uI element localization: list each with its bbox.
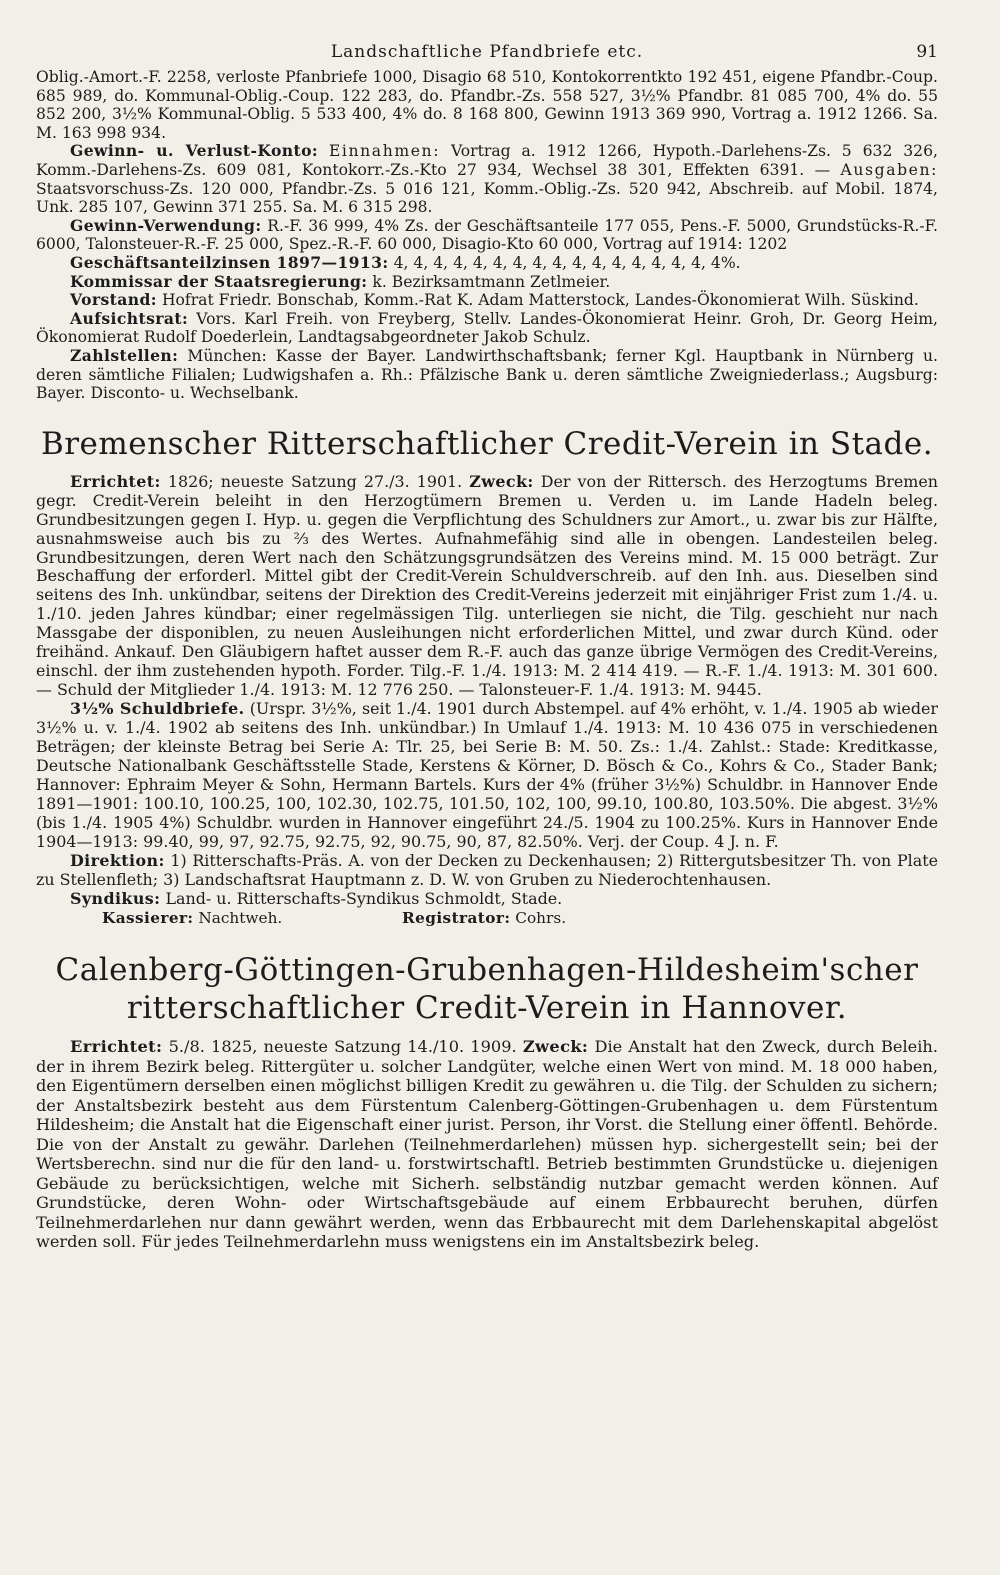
aufsichtsrat-paragraph [36, 310, 938, 347]
zinsen-label: Geschäftsanteilzinsen 1897—1913: [70, 252, 389, 272]
bremen-zweck-text: Der von der Rittersch. des Herzogtums Bremen gegr. Credit-Verein beleiht in den Herzogtümern Bremen u. Verden u. im Lande Hadeln beleg. Grundbesitzungen gegen I. Hyp. u. gegen die Verpflichtung des Schuldners zur Amort., u. zwar bis zur Hälfte, ausnahmsweise auch bis zu ⅔ des Wertes. Aufnahmefähig sind alle in obengen. Landesteilen beleg. Grundbesitzungen, deren Wert nach den Schätzungsgrundsätzen des Vereins mind. M. 15 000 beträgt. Zur Beschaffung der erforderl. Mittel gibt der Credit-Verein Schuldverschreib. auf den Inh. aus. Dieselben sind seitens des Inh. unkündbar, seitens der Direktion des Credit-Vereins jederzeit mit einjähriger Frist zum 1./4. u. 1./10. jeden Jahres kündbar; einer regelmässigen Tilg. unterliegen sie nicht, die Tilg. geschieht nur nach Massgabe der disponiblen, zu neuen Ausleihungen nicht erforderlichen Mittel, und zwar durch Künd. oder freihänd. Ankauf. Den Gläubigern haftet ausser dem R.-F. auch das ganze übrige Vermögen des Credit-Vereins, einschl. der ihm zustehenden hypoth. Forder. Tilg.-F. 1./4. 1913: M. 2 414 419. — R.-F. 1./4. 1913: M. 301 600. — Schuld der Mitglieder 1./4. 1913: M. 12 776 250. — Talonsteuer-F. 1./4. 1913: M. 9445. [36, 471, 938, 700]
registrator-label: Registrator: [402, 908, 511, 927]
verwendung-text: R.-F. 36 999, 4% Zs. der Geschäftsanteile 177 055, Pens.-F. 5000, Grundstücks-R.-F. 6000, Talonsteuer-R.-F. 25 000, Spez.-R.-F. 60 000, Disagio-Kto 60 000, Vortrag auf 1914: 1202 [36, 216, 938, 254]
calenberg-heading: Calenberg-Göttingen-Grubenhagen-Hildesheim'scher ritterschaftlicher Credit-Verein in Hannover. [55, 952, 919, 1027]
gewinn-label: Gewinn- u. Verlust-Konto: [70, 141, 319, 161]
calenberg-zweck-text: Die Anstalt hat den Zweck, durch Beleih. der in ihrem Bezirk beleg. Rittergüter u. solcher Landgüter, welche einen Wert von mind. M. 18 000 haben, den Eigentümern derselben einen möglichst billigen Kredit zu gewähren u. die Tilg. der Schulden zu sichern; der Anstaltsbezirk besteht aus dem Fürstentum Calenberg-Göttingen-Grubenhagen u. dem Fürstentum Hildesheim; die Anstalt hat die Eigenschaft einer jurist. Person, ihr Vorst. die Stellung einer öffentl. Behörde. Die von der Anstalt zu gewähr. Darlehen (Teilnehmerdarlehen) müssen hyp. sichergestellt sein; bei der Wertsberechn. sind nur die für den land- u. forstwirtschaftl. Betrieb bestimmten Grundstücke u. diejenigen Gebäude zu berücksichtigen, welche mit Sicherh. selbständig nutzbar gemacht werden können. Auf Grundstücke, deren Wohn- oder Wirtschaftsgebäude auf einem Erbbaurecht beruhen, dürfen Teilnehmerdarlehen nur dann gewährt werden, wenn das Erbbaurecht mit dem Darlehenskapital abgelöst werden soll. Für jedes Teilnehmerdarlehn muss wenigstens ein im Anstaltsbezirk beleg. [36, 1037, 938, 1252]
bremen-zweck-label: Zweck: [469, 471, 534, 491]
kommissar-paragraph [36, 273, 938, 292]
zahlstellen-label: Zahlstellen: [70, 345, 179, 365]
vorstand-text: Hofrat Friedr. Bonschab, Komm.-Rat K. Adam Matterstock, Landes-Ökonomierat Wilh. Süskind. [161, 291, 919, 310]
calenberg-errichtet-label: Errichtet: [70, 1037, 163, 1057]
direktion-paragraph [36, 852, 938, 890]
calenberg-zweck-paragraph [36, 1037, 938, 1252]
verwendung-label: Gewinn-Verwendung: [70, 215, 262, 235]
vorstand-label: Vorstand: [70, 290, 157, 310]
zinsen-paragraph [36, 254, 938, 273]
einnahmen-label: Einnahmen: [328, 142, 441, 161]
registrator-text: Cohrs. [515, 908, 567, 927]
kassierer-text: Nachtweh. [198, 908, 283, 927]
kassierer-cell [36, 909, 402, 928]
continuation-section [36, 68, 938, 403]
schuldbriefe-label: 3½% Schuldbriefe. [70, 699, 245, 719]
kommissar-label: Kommissar der Staatsregierung: [70, 271, 368, 291]
bremen-heading: Bremenscher Ritterschaftlicher Credit-Verein in Stade. [40, 425, 934, 462]
einnahmen-text: Vortrag a. 1912 1266, Hypoth.-Darlehens-Zs. 5 632 326, Komm.-Darlehens-Zs. 609 081, Kontokorr.-Zs.-Kto 27 934, Wechsel 38 301, Effekten 6391. — [36, 142, 938, 179]
verwendung-paragraph [36, 217, 938, 254]
aufsichtsrat-text: Vors. Karl Freih. von Freyberg, Stellv. Landes-Ökonomierat Heinr. Groh, Dr. Georg Heim, Ökonomierat Rudolf Doederlein, Landtagsabgeordneter Jakob Schulz. [36, 309, 938, 347]
kassierer-label: Kassierer: [102, 908, 194, 927]
bremen-errichtet-text: 1826; neueste Satzung 27./3. 1901. [167, 471, 463, 491]
bremen-zweck-paragraph [36, 473, 938, 700]
ausgaben-label: Ausgaben: [840, 160, 938, 179]
calenberg-section [36, 1037, 938, 1252]
kommissar-text: k. Bezirksamtmann Zetlmeier. [372, 272, 611, 291]
direktion-label: Direktion: [70, 850, 165, 870]
zahlstellen-paragraph [36, 347, 938, 403]
running-title: Landschaftliche Pfandbriefe etc. [330, 42, 644, 62]
bremen-errichtet-label: Errichtet: [70, 471, 161, 491]
schuldbriefe-paragraph [36, 700, 938, 852]
running-head [36, 36, 938, 68]
calenberg-errichtet-text: 5./8. 1825, neueste Satzung 14./10. 1909. [168, 1037, 517, 1057]
syndikus-paragraph [36, 890, 938, 909]
zahlstellen-text: München: Kasse der Bayer. Landwirthschaftsbank; ferner Kgl. Hauptbank in Nürnberg u. deren sämtliche Filialen; Ludwigshafen a. Rh.: Pfälzische Bank u. deren sämtliche Zweigniederlass.; Augsburg: Bayer. Disconto- u. Wechselbank. [36, 346, 938, 403]
calenberg-zweck-label: Zweck: [522, 1037, 589, 1057]
syndikus-label: Syndikus: [70, 888, 161, 908]
bremen-section [36, 473, 938, 928]
gewinn-paragraph [36, 142, 938, 216]
aufsichtsrat-label: Aufsichtsrat: [70, 308, 189, 328]
syndikus-text: Land- u. Ritterschafts-Syndikus Schmoldt, Stade. [165, 888, 563, 908]
oblig-paragraph [36, 68, 938, 142]
oblig-text: Oblig.-Amort.-F. 2258, verloste Pfanbriefe 1000, Disagio 68 510, Kontokorrentkto 192 451, eigene Pfandbr.-Coup. 685 989, do. Kommunal-Oblig.-Coup. 122 283, do. Pfandbr.-Zs. 558 527, 3½% Pfandbr. 81 085 700, 4% do. 55 852 200, 3½% Kommunal-Oblig. 5 533 400, 4% do. 8 168 800, Gewinn 1913 369 990, Vortrag a. 1912 1266. Sa. M. 163 998 934. [36, 68, 938, 142]
vorstand-paragraph [36, 291, 938, 310]
page-number: 91 [916, 42, 938, 62]
kassierer-registrator-line [36, 909, 938, 928]
ausgaben-text: Staatsvorschuss-Zs. 120 000, Pfandbr.-Zs. 5 016 121, Komm.-Oblig.-Zs. 520 942, Abschreib. auf Mobil. 1874, Unk. 285 107, Gewinn 371 255. Sa. M. 6 315 298. [36, 179, 938, 217]
zinsen-text: 4, 4, 4, 4, 4, 4, 4, 4, 4, 4, 4, 4, 4, 4, 4, 4, 4%. [393, 253, 741, 272]
direktion-text: 1) Ritterschafts-Präs. A. von der Decken zu Deckenhausen; 2) Rittergutsbesitzer Th. von Plate zu Stellenfleth; 3) Landschaftsrat Hauptmann z. D. W. von Gruben zu Niederochtenhausen. [36, 850, 938, 889]
schuldbriefe-text: (Urspr. 3½%, seit 1./4. 1901 durch Abstempel. auf 4% erhöht, v. 1./4. 1905 ab wieder 3½% u. v. 1./4. 1902 ab seitens des Inh. unkündbar.) In Umlauf 1./4. 1913: M. 10 436 075 in verschiedenen Beträgen; der kleinste Betrag bei Serie A: Tlr. 25, bei Serie B: M. 50. Zs.: 1./4. Zahlst.: Stade: Kreditkasse, Deutsche Nationalbank Geschäftsstelle Stade, Kerstens & Körner, D. Bösch & Co., Kohrs & Co., Stader Bank; Hannover: Ephraim Meyer & Sohn, Hermann Bartels. Kurs der 4% (früher 3½%) Schuldbr. in Hannover Ende 1891—1901: 100.10, 100.25, 100, 102.30, 102.75, 101.50, 102, 100, 99.10, 100.80, 103.50%. Die abgest. 3½% (bis 1./4. 1905 4%) Schuldbr. wurden in Hannover eingeführt 24./5. 1904 zu 100.25%. Kurs in Hannover Ende 1904—1913: 99.40, 99, 97, 92.75, 92.75, 92, 90.75, 90, 87, 82.50%. Verj. der Coup. 4 J. n. F. [36, 699, 938, 851]
registrator-cell [402, 909, 566, 928]
